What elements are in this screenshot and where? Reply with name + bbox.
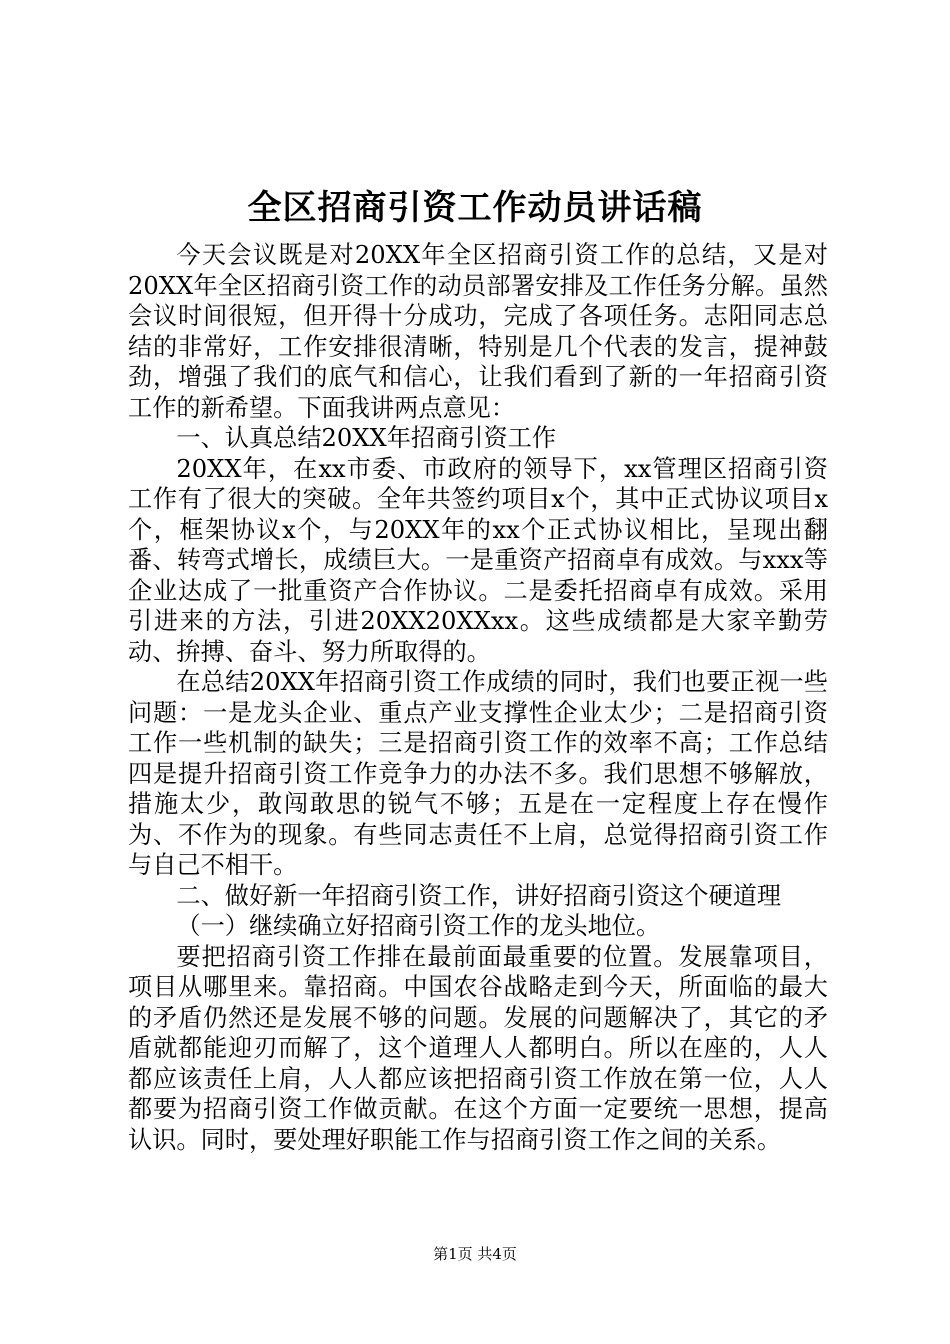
paragraph-intro: 今天会议既是对20XX年全区招商引资工作的总结，又是对20XX年全区招商引资工作的动员部署安排及工作任务分解。虽然会议时间很短，但开得十分成功，完成了各项任务。志阳同志总结的非常好，工作安排很清晰，特别是几个代表的发言，提神鼓劲，增强了我们的底气和信心，让我们看到了新的一年招商引资工作的新希望。下面我讲两点意见：	[128, 241, 828, 422]
heading-section-2: 二、做好新一年招商引资工作，讲好招商引资这个硬道理	[176, 881, 782, 910]
document-body	[128, 240, 828, 1155]
subheading-1: （一）继续确立好招商引资工作的龙头地位。	[176, 912, 661, 940]
heading-section-1: 一、认真总结20XX年招商引资工作	[176, 424, 557, 452]
paragraph-problems: 在总结20XX年招商引资工作成绩的同时，我们也要正视一些问题：一是龙头企业、重点产业支撑性企业太少；二是招商引资工作一些机制的缺失；三是招商引资工作的效率不高；工作总结四是提升招商引资工作竞争力的办法不多。我们思想不够解放，措施太少，敢闯敢思的锐气不够；五是在一定程度上存在慢作为、不作为的现象。有些同志责任不上肩，总觉得招商引资工作与自己不相干。	[128, 668, 828, 879]
document-title: 全区招商引资工作动员讲话稿	[247, 188, 703, 228]
paragraph-achievements: 20XX年，在xx市委、市政府的领导下，xx管理区招商引资工作有了很大的突破。全年共签约项目x个，其中正式协议项目x个，框架协议x个，与20XX年的xx个正式协议相比，呈现出翻番、转弯式增长，成绩巨大。一是重资产招商卓有成效。与xxx等企业达成了一批重资产合作协议。二是委托招商卓有成效。采用引进来的方法，引进20XX20XXxx。这些成绩都是大家辛勤劳动、拚搏、奋斗、努力所取得的。	[128, 454, 828, 666]
paragraph-priority: 要把招商引资工作排在最前面最重要的位置。发展靠项目，项目从哪里来。靠招商。中国农谷战略走到今天，所面临的最大的矛盾仍然还是发展不够的问题。发展的问题解决了，其它的矛盾就都能迎刃而解了，这个道理人人都明白。所以在座的，人人都应该责任上肩，人人都应该把招商引资工作放在第一位，人人都要为招商引资工作做贡献。在这个方面一定要统一思想，提高认识。同时，要处理好职能工作与招商引资工作之间的关系。	[128, 942, 828, 1154]
page-number-footer: 第1页 共4页	[433, 1245, 517, 1263]
